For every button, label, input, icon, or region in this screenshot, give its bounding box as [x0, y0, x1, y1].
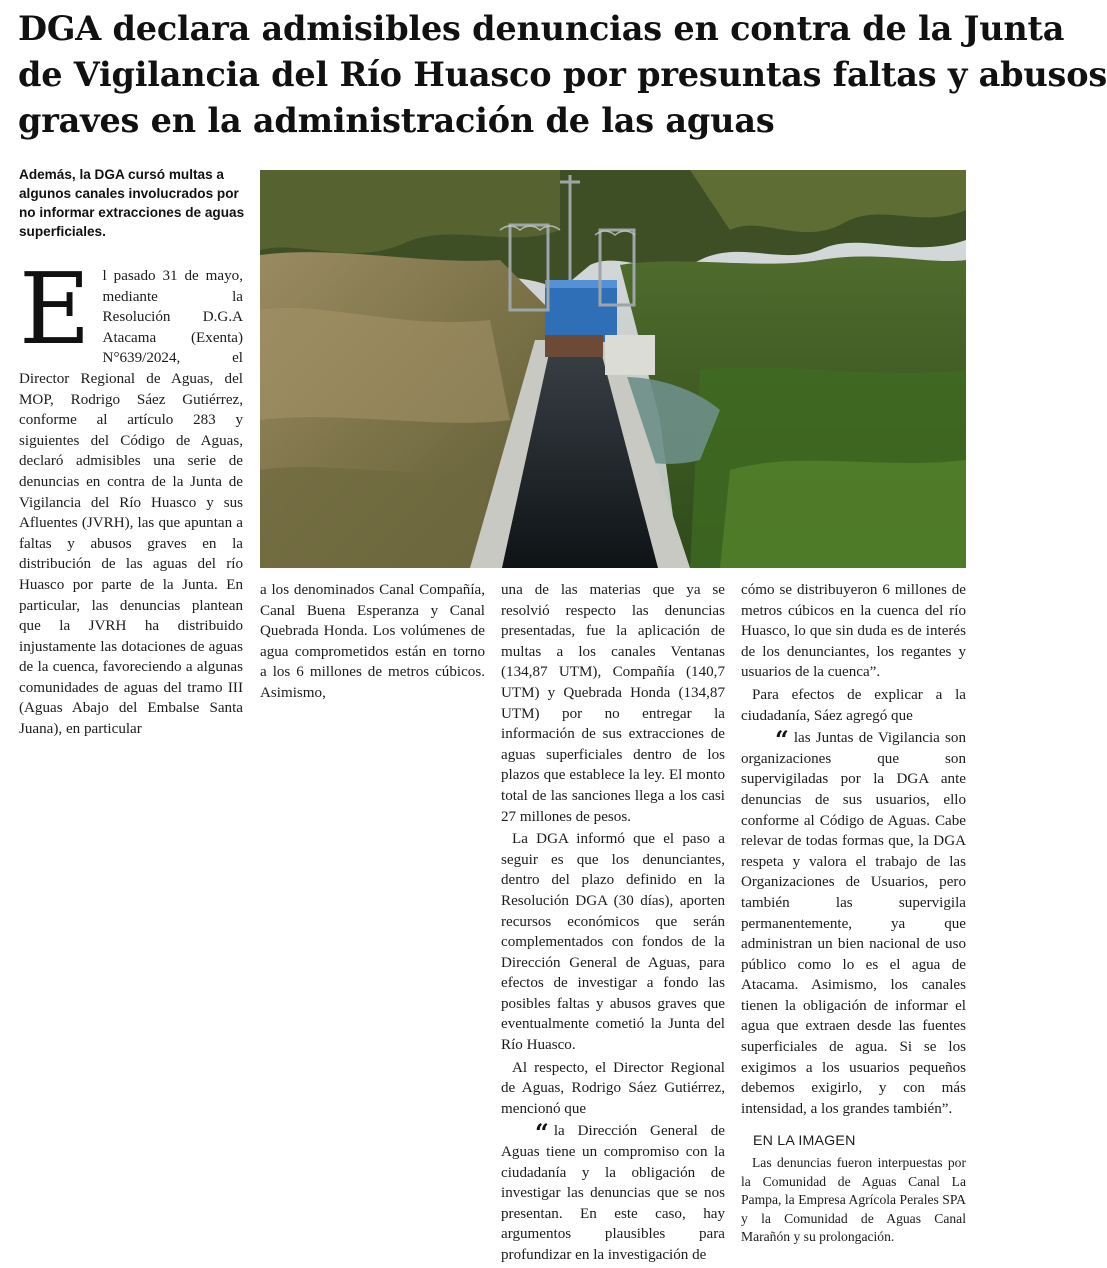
- caption-title: EN LA IMAGEN: [753, 1133, 856, 1150]
- quote-mark-icon: “: [535, 1118, 549, 1148]
- column-2: [260, 580, 485, 706]
- column-1: [19, 253, 243, 742]
- paragraph-3: Al respecto, el Director Regional de Aguas, Rodrigo Sáez Gutiérrez, mencionó que: [501, 1059, 725, 1117]
- headline-line-2: de Vigilancia del Río Huasco por presuntas faltas y abusos: [18, 55, 1107, 94]
- paragraph-1-continued: a los denominados Canal Compañía, Canal Buena Esperanza y Canal Quebrada Honda. Los volúmenes de agua comprometidos están en torno a los 6 millones de metros cúbicos. Asimismo,: [260, 582, 485, 701]
- quote-2-body: organizaciones que son supervigiladas por la DGA ante denuncias de sus usuarios, ello conforme al Código de Aguas. Cabe relevar de todas formas que, la DGA respeta y valora el trabajo de las Organizaciones de Usuarios, pero también las supervigila permanentemente, ya que administran un bien nacional de uso público como lo es el agua de Atacama. Asimismo, los canales tienen la obligación de informar el agua que extraen desde las fuentes superficiales de agua. Si se los exigimos a los usuarios pequeños debemos exigirlo, y con más intensidad, a los grandes también”.: [741, 750, 966, 1117]
- canal-photo: [260, 170, 966, 568]
- paragraph-1: l pasado 31 de mayo, mediante la Resolución D.G.A Atacama (Exenta) N°639/2024, el Director Regional de Aguas, del MOP, Rodrigo Sáez Gutiérrez, conforme al artículo 283 y siguientes del Código de Aguas, declaró admisibles una serie de denuncias en contra de la Junta de Vigilancia del Río Huasco y sus Afluentes (JVRH), las que apuntan a faltas y abusos graves en la distribución de las aguas del río Huasco por parte de la Junta. En particular, las denuncias plantean que la JVRH ha distribuido injustamente las dotaciones de aguas de la cuenca, favoreciendo a algunas comunidades de aguas del tramo III (Aguas Abajo del Embalse Santa Juana), en particular: [19, 268, 243, 738]
- quote-2-first-line: las Juntas de Vigilancia son: [793, 730, 966, 747]
- headline-line-3: graves en la administración de las aguas: [18, 101, 775, 140]
- quote-1-body: Aguas tiene un compromiso con la ciudadanía y la obligación de investigar las denuncias que se nos presentan. En este caso, hay argumentos plausibles para profundizar en la investigación de: [501, 1144, 725, 1263]
- canal-photo-illustration: [260, 170, 966, 568]
- paragraph-1-continued-2: una de las materias que ya se resolvió respecto las denuncias presentadas, fue la aplicación de multas a los canales Ventanas (134,87 UTM), Compañía (140,7 UTM) y Quebrada Honda (134,87 UTM) por no entregar la información de sus extracciones de aguas superficiales dentro de los plazos que establece la ley. El monto total de las sanciones llega a los casi 27 millones de pesos.: [501, 582, 725, 825]
- quote-2: [741, 725, 966, 1119]
- paragraph-4: Para efectos de explicar a la ciudadanía, Sáez agregó que: [741, 686, 966, 724]
- quote-1-continued: cómo se distribuyeron 6 millones de metros cúbicos en la cuenca del río Huasco, lo que sin duda es de interés de los denunciantes, los regantes y usuarios de la cuenca”.: [741, 582, 966, 681]
- column-3: [501, 580, 725, 1268]
- quote-1-first-line: la Dirección General de: [553, 1123, 725, 1140]
- column-4: [741, 580, 966, 1249]
- headline-line-1: DGA declara admisibles denuncias en contra de la Junta: [18, 9, 1065, 48]
- quote-mark-icon: “: [775, 725, 789, 755]
- photo-caption: Las denuncias fueron interpuestas por la Comunidad de Aguas Canal La Pampa, la Empresa Agrícola Perales SPA y la Comunidad de Aguas Canal Marañón y su prolongación.: [741, 1155, 966, 1245]
- lead-paragraph: Además, la DGA cursó multas a algunos canales involucrados por no informar extracciones de aguas superficiales.: [19, 167, 245, 239]
- paragraph-2: La DGA informó que el paso a seguir es que los denunciantes, dentro del plazo definido en la Resolución DGA (30 días), aporten recursos económicos que serán complementados con fondos de la Dirección General de Aguas, para efectos de investigar a fondo las posibles faltas y abusos graves que eventualmente cometió la Junta del Río Huasco.: [501, 831, 725, 1054]
- headline: [18, 6, 1107, 144]
- drop-cap: E: [19, 253, 91, 367]
- quote-1: [501, 1118, 725, 1265]
